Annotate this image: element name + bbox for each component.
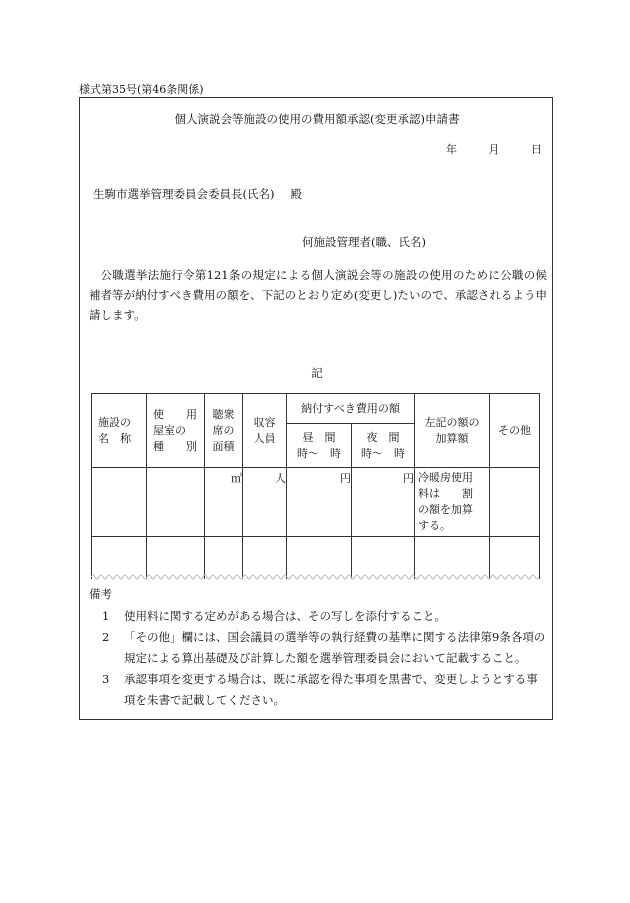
form-title: 個人演説会等施設の使用の費用額承認(変更承認)申請書 — [174, 112, 460, 126]
date-year: 年 — [446, 143, 457, 156]
header-audience-area: 聴衆 席の 面積 — [205, 394, 243, 468]
table-row — [92, 468, 540, 537]
remarks-title: 備考 — [89, 587, 112, 601]
header-nighttime: 夜 間 時～ 時 — [352, 424, 415, 468]
date-day: 日 — [531, 143, 542, 156]
header-daytime: 昼 間 時～ 時 — [287, 424, 352, 468]
date-month: 月 — [488, 143, 500, 156]
header-fee-amount: 納付すべき費用の額 — [287, 394, 415, 424]
remark-item: 2 「その他」欄には、国会議員の選挙等の執行経費の基準に関する法律第9条各項の規定による算出基礎及び計算した額を選挙管理委員会において記載すること。 — [102, 630, 546, 665]
header-other: その他 — [490, 394, 540, 468]
remark-item: 3 承認事項を変更する場合は、既に承認を得た事項を黒書で、変更しようとする事項を朱書で記載してください。 — [102, 672, 538, 707]
unit-capacity: 人 — [243, 468, 287, 537]
form-number-label: 様式第35号(第46条関係) — [79, 83, 204, 96]
header-facility-name: 施設の 名 称 — [92, 394, 147, 468]
addressee — [93, 186, 302, 202]
cell-room-type — [147, 468, 205, 537]
remark-item: 1 使用料に関する定めがある場合は、その写しを添付すること。 — [102, 609, 446, 623]
ki-heading: 記 — [311, 366, 323, 380]
fee-table — [91, 393, 540, 579]
addressee-name: 生駒市選挙管理委員会委員長(氏名) — [93, 187, 275, 201]
header-room-type: 使 用 屋室の 種 別 — [147, 394, 205, 468]
unit-area: ㎡ — [205, 468, 243, 537]
table-cut-line — [91, 572, 539, 582]
applicant-line: 何施設管理者(職、氏名) — [302, 235, 426, 249]
header-addition: 左記の額の 加算額 — [415, 394, 490, 468]
application-body: 公職選挙法施行令第121条の規定による個人演説会等の施設の使用のために公職の候補者等が納付すべき費用の額を、下記のとおり定め(変更し)たいので、承認されるよう申請します。 — [89, 268, 547, 322]
addressee-honorific: 殿 — [290, 187, 302, 201]
unit-night-fee: 円 — [352, 468, 415, 537]
remarks-list — [93, 606, 548, 711]
cell-facility-name — [92, 468, 147, 537]
cell-other — [490, 468, 540, 537]
addition-note: 冷暖房使用 料は 割 の額を加算 する。 — [415, 468, 490, 537]
date-line — [426, 141, 542, 157]
header-capacity: 収容 人員 — [243, 394, 287, 468]
application-form — [79, 97, 553, 720]
unit-day-fee: 円 — [287, 468, 352, 537]
